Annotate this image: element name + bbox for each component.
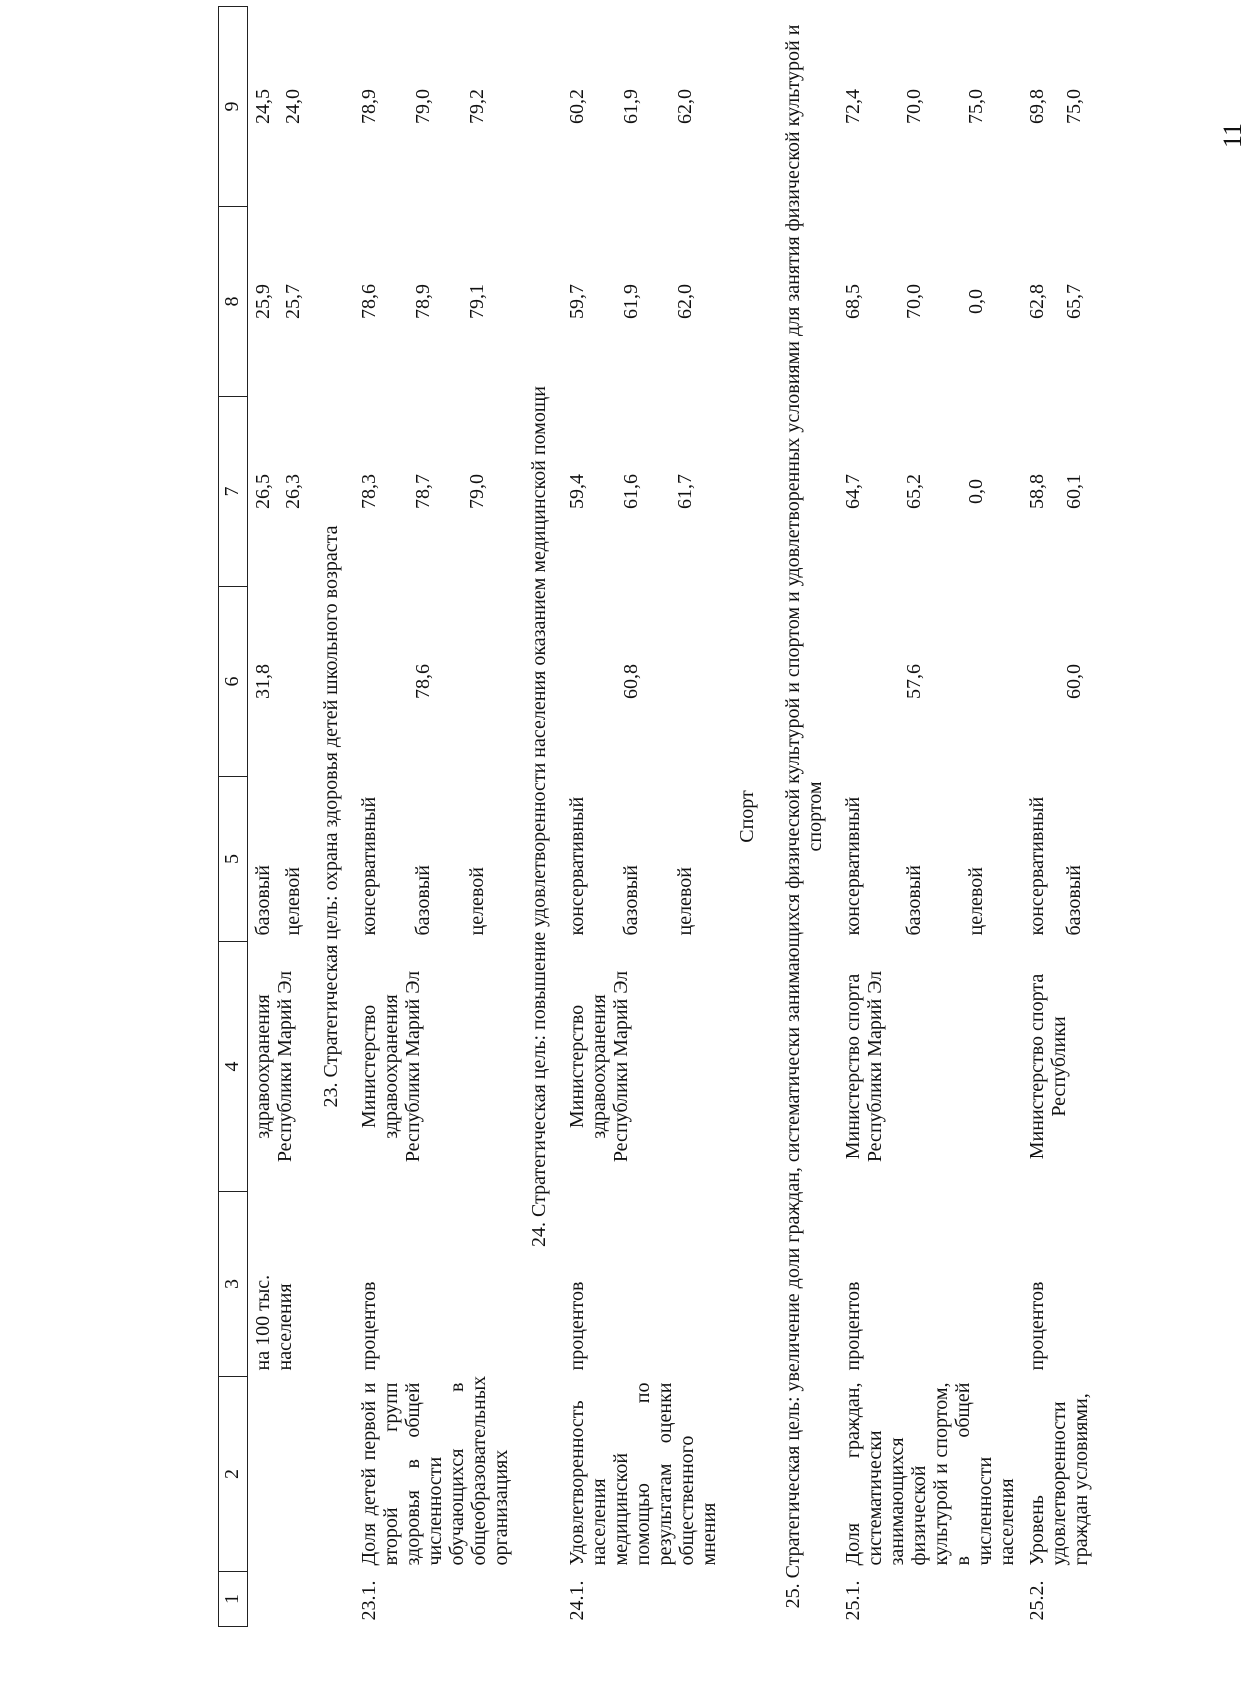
scenario-cell: базовый <box>903 865 926 936</box>
scenario-cell: целевой <box>674 867 696 936</box>
unit-cell: процентов <box>1026 1281 1048 1371</box>
indicator-name: Удовлетворенность населения медицинской помощью по результатам оценки общественного мнения <box>566 1382 720 1566</box>
value-cell: 58,8 <box>1026 474 1048 509</box>
value-cell: 61,7 <box>674 474 696 509</box>
value-cell <box>278 587 308 777</box>
value-cell <box>838 587 899 777</box>
section-title: 25. Стратегическая цель: увеличение доли граждан, систематически занимающихся физической культурой и спортом и удовлетворенных условиями для занятия физической культурой и спортом <box>782 24 826 1609</box>
value-cell: 59,4 <box>566 474 588 509</box>
value-cell: 79,0 <box>412 89 434 124</box>
value-cell: 60,1 <box>1063 474 1085 509</box>
value-cell: 78,7 <box>412 474 434 509</box>
org-cell: Министерство спорта Республики Марий Эл <box>842 970 886 1163</box>
row-number: 25.1. <box>842 1580 864 1621</box>
value-cell: 65,7 <box>1063 284 1085 319</box>
value-cell: 78,3 <box>358 474 380 509</box>
scenario-cell: базовый <box>1063 865 1085 936</box>
section-title: 24. Стратегическая цель: повышение удовлетворенности населения оказанием медицинской помощи <box>528 386 550 1247</box>
header-cell: 7 <box>219 397 248 587</box>
header-cell: 1 <box>219 1572 248 1627</box>
value-cell: 26,5 <box>252 474 274 509</box>
scenario-cell: целевой <box>964 867 987 936</box>
table-row <box>562 7 616 1627</box>
indicator-name: Доля граждан, систематически занимающихся физической культурой и спортом, в общей численности населения <box>842 1382 1018 1566</box>
header-cell: 6 <box>219 587 248 777</box>
table-row <box>248 7 279 1627</box>
unit-cell: на 100 тыс. населения <box>252 1274 296 1371</box>
header-row <box>219 7 248 1627</box>
header-cell: 5 <box>219 777 248 942</box>
value-cell: 79,2 <box>466 89 488 124</box>
value-cell: 79,0 <box>466 474 488 509</box>
row-number: 24.1. <box>566 1580 588 1621</box>
value-cell: 75,0 <box>1063 89 1085 124</box>
value-cell: 61,9 <box>620 284 642 319</box>
value-cell: 61,6 <box>620 474 642 509</box>
table-row <box>1022 7 1059 1627</box>
value-cell: 68,5 <box>842 284 864 319</box>
value-cell: 62,0 <box>674 89 696 124</box>
value-cell: 60,2 <box>566 89 588 124</box>
value-cell: 60,0 <box>1063 664 1085 699</box>
value-cell: 70,0 <box>903 89 926 124</box>
value-cell: 0,0 <box>964 479 987 504</box>
value-cell: 69,8 <box>1026 89 1048 124</box>
org-cell: Министерство здравоохранения Республики Марий Эл <box>566 970 632 1163</box>
table-row <box>838 7 899 1627</box>
scenario-cell: консервативный <box>842 796 864 936</box>
value-cell: 79,1 <box>466 284 488 319</box>
org-cell: Министерство спорта Республики <box>1026 973 1070 1160</box>
value-cell: 78,6 <box>358 284 380 319</box>
scenario-cell: целевой <box>282 867 304 936</box>
scenario-cell: базовый <box>620 865 642 936</box>
value-cell: 75,0 <box>964 89 987 124</box>
value-cell: 25,9 <box>252 284 274 319</box>
row-number: 23.1. <box>358 1580 380 1621</box>
row-number: 25.2. <box>1026 1580 1048 1621</box>
value-cell: 78,6 <box>412 664 434 699</box>
value-cell <box>670 587 724 777</box>
value-cell: 25,7 <box>282 284 304 319</box>
header-cell: 2 <box>219 1377 248 1572</box>
value-cell: 70,0 <box>903 284 926 319</box>
header-cell: 4 <box>219 942 248 1192</box>
org-cell: Министерство здравоохранения Республики Марий Эл <box>358 970 424 1163</box>
unit-cell: процентов <box>566 1281 588 1371</box>
unit-cell: процентов <box>842 1281 864 1371</box>
value-cell: 57,6 <box>903 664 926 699</box>
header-cell: 8 <box>219 207 248 397</box>
value-cell <box>562 587 616 777</box>
value-cell <box>961 587 1022 777</box>
value-cell: 0,0 <box>964 289 987 314</box>
scenario-cell: базовый <box>412 865 434 936</box>
scenario-cell: консервативный <box>1026 796 1048 936</box>
value-cell <box>1022 587 1059 777</box>
header-cell: 3 <box>219 1192 248 1377</box>
scenario-cell: базовый <box>252 865 274 936</box>
unit-cell: процентов <box>358 1281 380 1371</box>
scenario-cell: консервативный <box>566 796 588 936</box>
table-row <box>278 7 308 1627</box>
value-cell: 62,8 <box>1026 284 1048 319</box>
page-number: 11 <box>1218 122 1247 148</box>
value-cell: 59,7 <box>566 284 588 319</box>
indicator-name: Доля детей первой и второй групп здоровья в общей численности обучающихся в общеобразовательных организациях <box>358 1375 512 1566</box>
value-cell: 24,0 <box>282 89 304 124</box>
value-cell: 72,4 <box>842 89 864 124</box>
value-cell: 65,2 <box>903 474 926 509</box>
value-cell: 78,9 <box>412 284 434 319</box>
value-cell: 24,5 <box>252 89 274 124</box>
value-cell: 61,9 <box>620 89 642 124</box>
value-cell: 31,8 <box>252 664 274 699</box>
value-cell <box>354 587 408 777</box>
section-title: 23. Стратегическая цель: охрана здоровья детей школьного возраста <box>320 525 342 1108</box>
value-cell: 60,8 <box>620 664 642 699</box>
value-cell <box>462 587 516 777</box>
scenario-cell: консервативный <box>358 796 380 936</box>
org-cell: здравоохранения Республики Марий Эл <box>252 970 296 1163</box>
indicators-table <box>218 6 1096 1627</box>
scenario-cell: целевой <box>466 867 488 936</box>
value-cell: 26,3 <box>282 474 304 509</box>
rotated-table-container <box>218 7 1256 1627</box>
value-cell: 64,7 <box>842 474 864 509</box>
table-row <box>354 7 408 1627</box>
header-cell: 9 <box>219 7 248 207</box>
chapter-title: Спорт <box>736 790 758 843</box>
value-cell: 62,0 <box>674 284 696 319</box>
value-cell: 78,9 <box>358 89 380 124</box>
indicator-name: Уровень удовлетворенности граждан условиями, <box>1026 1393 1092 1566</box>
